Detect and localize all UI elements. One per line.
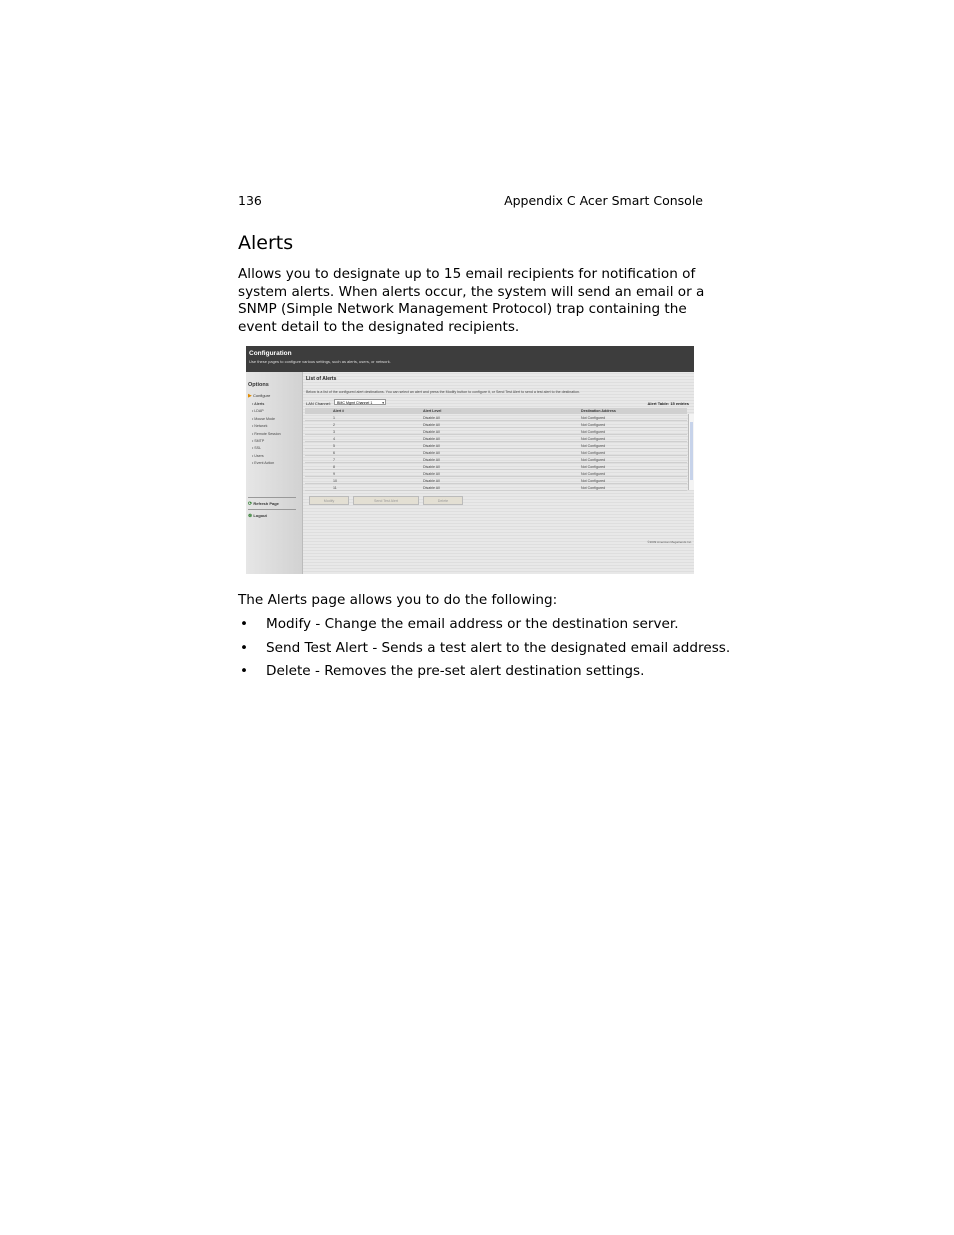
table-row[interactable] bbox=[305, 477, 687, 484]
modify-button[interactable]: Modify bbox=[309, 496, 349, 505]
scrollbar-thumb[interactable] bbox=[690, 422, 693, 480]
refresh-page-link[interactable] bbox=[248, 501, 279, 507]
cell-alert-level: Disable All bbox=[423, 485, 440, 490]
logout-label: Logout bbox=[253, 513, 267, 518]
table-row[interactable] bbox=[305, 449, 687, 456]
cell-destination: Not Configured bbox=[581, 478, 606, 483]
main-title: List of Alerts bbox=[306, 376, 337, 382]
arrow-right-icon: ▶ bbox=[248, 393, 252, 399]
running-head: Appendix C Acer Smart Console bbox=[504, 193, 703, 208]
table-row[interactable] bbox=[305, 442, 687, 449]
cell-alert-number: 8 bbox=[333, 464, 335, 469]
cell-alert-level: Disable All bbox=[423, 471, 440, 476]
delete-button[interactable]: Delete bbox=[423, 496, 463, 505]
cell-destination: Not Configured bbox=[581, 457, 606, 462]
section-title: Alerts bbox=[238, 232, 294, 254]
col-alert-level[interactable]: Alert Level bbox=[423, 409, 442, 413]
cell-destination: Not Configured bbox=[581, 436, 606, 441]
intro-paragraph: Allows you to designate up to 15 email recipients for notification of system alerts. When alerts occur, the system will send an email or a SNMP (Simple Network Management Protocol) trap containing the event detail to the designated recipients. bbox=[238, 266, 705, 335]
list-item bbox=[238, 640, 730, 664]
cell-alert-number: 5 bbox=[333, 443, 335, 448]
copyright: ©2009 American Megatrends Inc. bbox=[647, 540, 692, 544]
table-row[interactable] bbox=[305, 456, 687, 463]
lan-channel-select[interactable] bbox=[334, 399, 386, 405]
cell-alert-level: Disable All bbox=[423, 422, 440, 427]
screenshot-header-title: Configuration bbox=[249, 350, 292, 357]
table-row[interactable] bbox=[305, 435, 687, 442]
col-alert-number[interactable]: Alert # bbox=[333, 409, 345, 413]
table-row[interactable] bbox=[305, 421, 687, 428]
configure-item[interactable] bbox=[248, 393, 270, 399]
page-number: 136 bbox=[238, 193, 262, 208]
lan-channel-label: LAN Channel: bbox=[306, 401, 331, 406]
cell-destination: Not Configured bbox=[581, 422, 606, 427]
sidebar-list bbox=[252, 401, 281, 468]
bullet-icon: • bbox=[240, 616, 249, 632]
list-item bbox=[238, 616, 730, 640]
col-destination[interactable]: Destination Address bbox=[581, 409, 616, 413]
screenshot-header-subtitle: Use these pages to configure various settings, such as alerts, users, or network. bbox=[249, 359, 391, 364]
screenshot-main bbox=[303, 372, 694, 574]
sidebar-item-alerts[interactable]: • Alerts bbox=[252, 401, 281, 408]
sidebar-item-event-action[interactable]: • Event Action bbox=[252, 460, 281, 467]
table-row[interactable] bbox=[305, 484, 687, 491]
alerts-table bbox=[305, 408, 687, 491]
options-label: Options bbox=[248, 382, 269, 388]
cell-alert-level: Disable All bbox=[423, 450, 440, 455]
main-description: Below is a list of the configured alert destinations. You can select an alert and press the Modify button to configure it, or Send Test Alert to send a test alert to the destination. bbox=[306, 390, 581, 394]
cell-destination: Not Configured bbox=[581, 429, 606, 434]
cell-destination: Not Configured bbox=[581, 415, 606, 420]
cell-alert-level: Disable All bbox=[423, 429, 440, 434]
cell-alert-number: 1 bbox=[333, 415, 335, 420]
cell-alert-number: 10 bbox=[333, 478, 337, 483]
cell-alert-number: 9 bbox=[333, 471, 335, 476]
sidebar-item-ssl[interactable]: • SSL bbox=[252, 445, 281, 452]
table-row[interactable] bbox=[305, 463, 687, 470]
cell-alert-level: Disable All bbox=[423, 464, 440, 469]
sidebar-divider bbox=[248, 509, 296, 510]
refresh-icon: ⟳ bbox=[248, 501, 253, 507]
sidebar-item-mouse-mode[interactable]: • Mouse Mode bbox=[252, 416, 281, 423]
sidebar-divider bbox=[248, 497, 296, 498]
table-row[interactable] bbox=[305, 414, 687, 421]
cell-destination: Not Configured bbox=[581, 450, 606, 455]
list-item bbox=[238, 663, 730, 687]
logout-icon: ⊗ bbox=[248, 513, 253, 519]
alert-count: Alert Table: 15 entries bbox=[647, 401, 689, 406]
cell-alert-number: 11 bbox=[333, 485, 337, 490]
table-row[interactable] bbox=[305, 470, 687, 477]
list-item-text: Modify - Change the email address or the destination server. bbox=[266, 616, 679, 632]
cell-alert-level: Disable All bbox=[423, 436, 440, 441]
screenshot-sidebar bbox=[246, 372, 303, 574]
sidebar-item-network[interactable]: • Network bbox=[252, 423, 281, 430]
cell-destination: Not Configured bbox=[581, 443, 606, 448]
cell-alert-number: 3 bbox=[333, 429, 335, 434]
cell-alert-level: Disable All bbox=[423, 478, 440, 483]
refresh-label: Refresh Page bbox=[253, 501, 279, 506]
logout-link[interactable] bbox=[248, 513, 267, 519]
cell-alert-level: Disable All bbox=[423, 457, 440, 462]
chevron-down-icon: ▾ bbox=[382, 401, 384, 405]
sidebar-item-ldap[interactable]: • LDAP bbox=[252, 408, 281, 415]
list-item-text: Send Test Alert - Sends a test alert to the designated email address. bbox=[266, 639, 731, 656]
cell-destination: Not Configured bbox=[581, 464, 606, 469]
cell-alert-number: 7 bbox=[333, 457, 335, 462]
cell-alert-number: 2 bbox=[333, 422, 335, 427]
list-item-text: Delete - Removes the pre-set alert destination settings. bbox=[266, 663, 645, 679]
bullet-icon: • bbox=[240, 639, 249, 656]
sidebar-item-users[interactable]: • Users bbox=[252, 453, 281, 460]
cell-alert-number: 4 bbox=[333, 436, 335, 441]
bullet-icon: • bbox=[240, 663, 249, 679]
lan-channel-value: BMC Mgmt Channel 1 bbox=[337, 401, 373, 405]
sidebar-item-smtp[interactable]: • SMTP bbox=[252, 438, 281, 445]
configure-label: Configure bbox=[252, 393, 271, 398]
screenshot-header bbox=[246, 346, 694, 372]
feature-list bbox=[238, 616, 730, 687]
send-test-alert-button[interactable]: Send Test Alert bbox=[353, 496, 419, 505]
configuration-screenshot bbox=[246, 346, 694, 574]
cell-destination: Not Configured bbox=[581, 471, 606, 476]
cell-alert-number: 6 bbox=[333, 450, 335, 455]
lead-text: The Alerts page allows you to do the following: bbox=[238, 592, 558, 608]
sidebar-item-remote-session[interactable]: • Remote Session bbox=[252, 431, 281, 438]
cell-alert-level: Disable All bbox=[423, 415, 440, 420]
cell-alert-level: Disable All bbox=[423, 443, 440, 448]
cell-destination: Not Configured bbox=[581, 485, 606, 490]
table-scrollbar[interactable] bbox=[688, 414, 694, 490]
table-row[interactable] bbox=[305, 428, 687, 435]
